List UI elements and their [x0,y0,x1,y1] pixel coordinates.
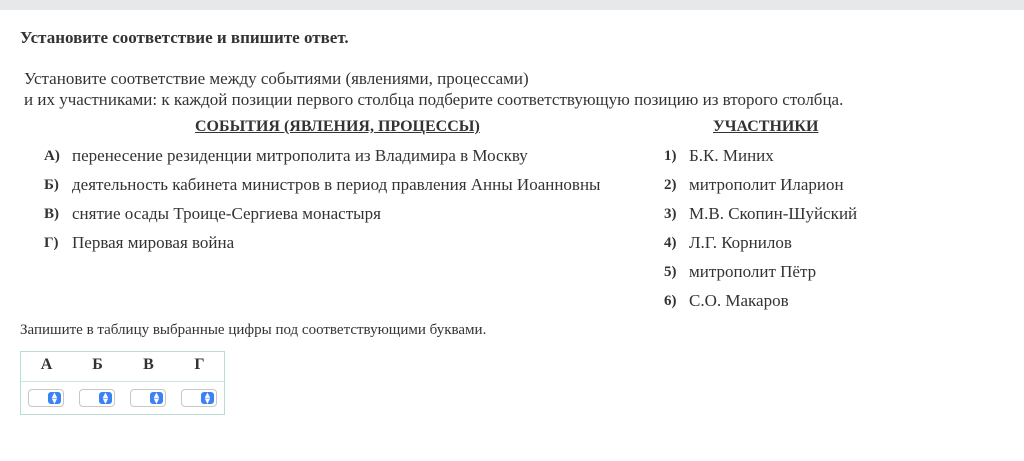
participant-text: Л.Г. Корнилов [689,233,792,252]
chevron-up-down-icon: ▲ ▼ [48,392,61,404]
chevron-up-down-icon: ▲ ▼ [201,392,214,404]
participant-text: С.О. Макаров [689,291,789,310]
instruction [24,68,1004,110]
events-heading: СОБЫТИЯ (ЯВЛЕНИЯ, ПРОЦЕССЫ) [195,118,480,135]
chevron-up-down-icon: ▲ ▼ [150,392,163,404]
answer-select-v[interactable] [130,389,166,407]
instruction-line-1: Установите соответствие между событиями (явлениями, процессами) [24,69,529,88]
answer-header-b: Б [92,356,103,373]
instruction-line-2: и их участниками: к каждой позиции первого столбца подберите соответствующую позицию из второго столбца. [24,90,844,109]
participant-text: Б.К. Миних [689,146,774,165]
answer-header-v: В [143,356,154,373]
event-text: перенесение резиденции митрополита из Владимира в Москву [72,146,528,165]
event-key: В) [44,206,59,222]
answer-note: Запишите в таблицу выбранные цифры под соответствующими буквами. [20,322,487,338]
participant-key: 5) [664,264,677,280]
participant-key: 2) [664,177,677,193]
event-text: снятие осады Троице-Сергиева монастыря [72,204,381,223]
answer-select-g[interactable] [181,389,217,407]
participants-heading: УЧАСТНИКИ [713,118,819,135]
answer-table [20,351,225,415]
participant-text: М.В. Скопин-Шуйский [689,204,858,223]
answer-header-a: А [40,356,53,373]
participant-text: митрополит Иларион [689,175,844,194]
event-key: Б) [44,177,59,193]
participant-key: 1) [664,148,677,164]
event-key: А) [44,148,60,164]
top-bar [0,0,1024,10]
participant-key: 3) [664,206,677,222]
participant-text: митрополит Пётр [689,262,817,281]
chevron-up-down-icon: ▲ ▼ [99,392,112,404]
event-key: Г) [44,235,59,251]
participant-key: 6) [664,293,677,309]
answer-select-b[interactable] [79,389,115,407]
event-text: деятельность кабинета министров в период правления Анны Иоанновны [72,175,601,194]
task-title: Установите соответствие и впишите ответ. [20,28,349,47]
participant-key: 4) [664,235,677,251]
table-divider [21,381,224,382]
event-text: Первая мировая война [72,233,235,252]
answer-header-g: Г [194,356,205,373]
answer-select-a[interactable] [28,389,64,407]
